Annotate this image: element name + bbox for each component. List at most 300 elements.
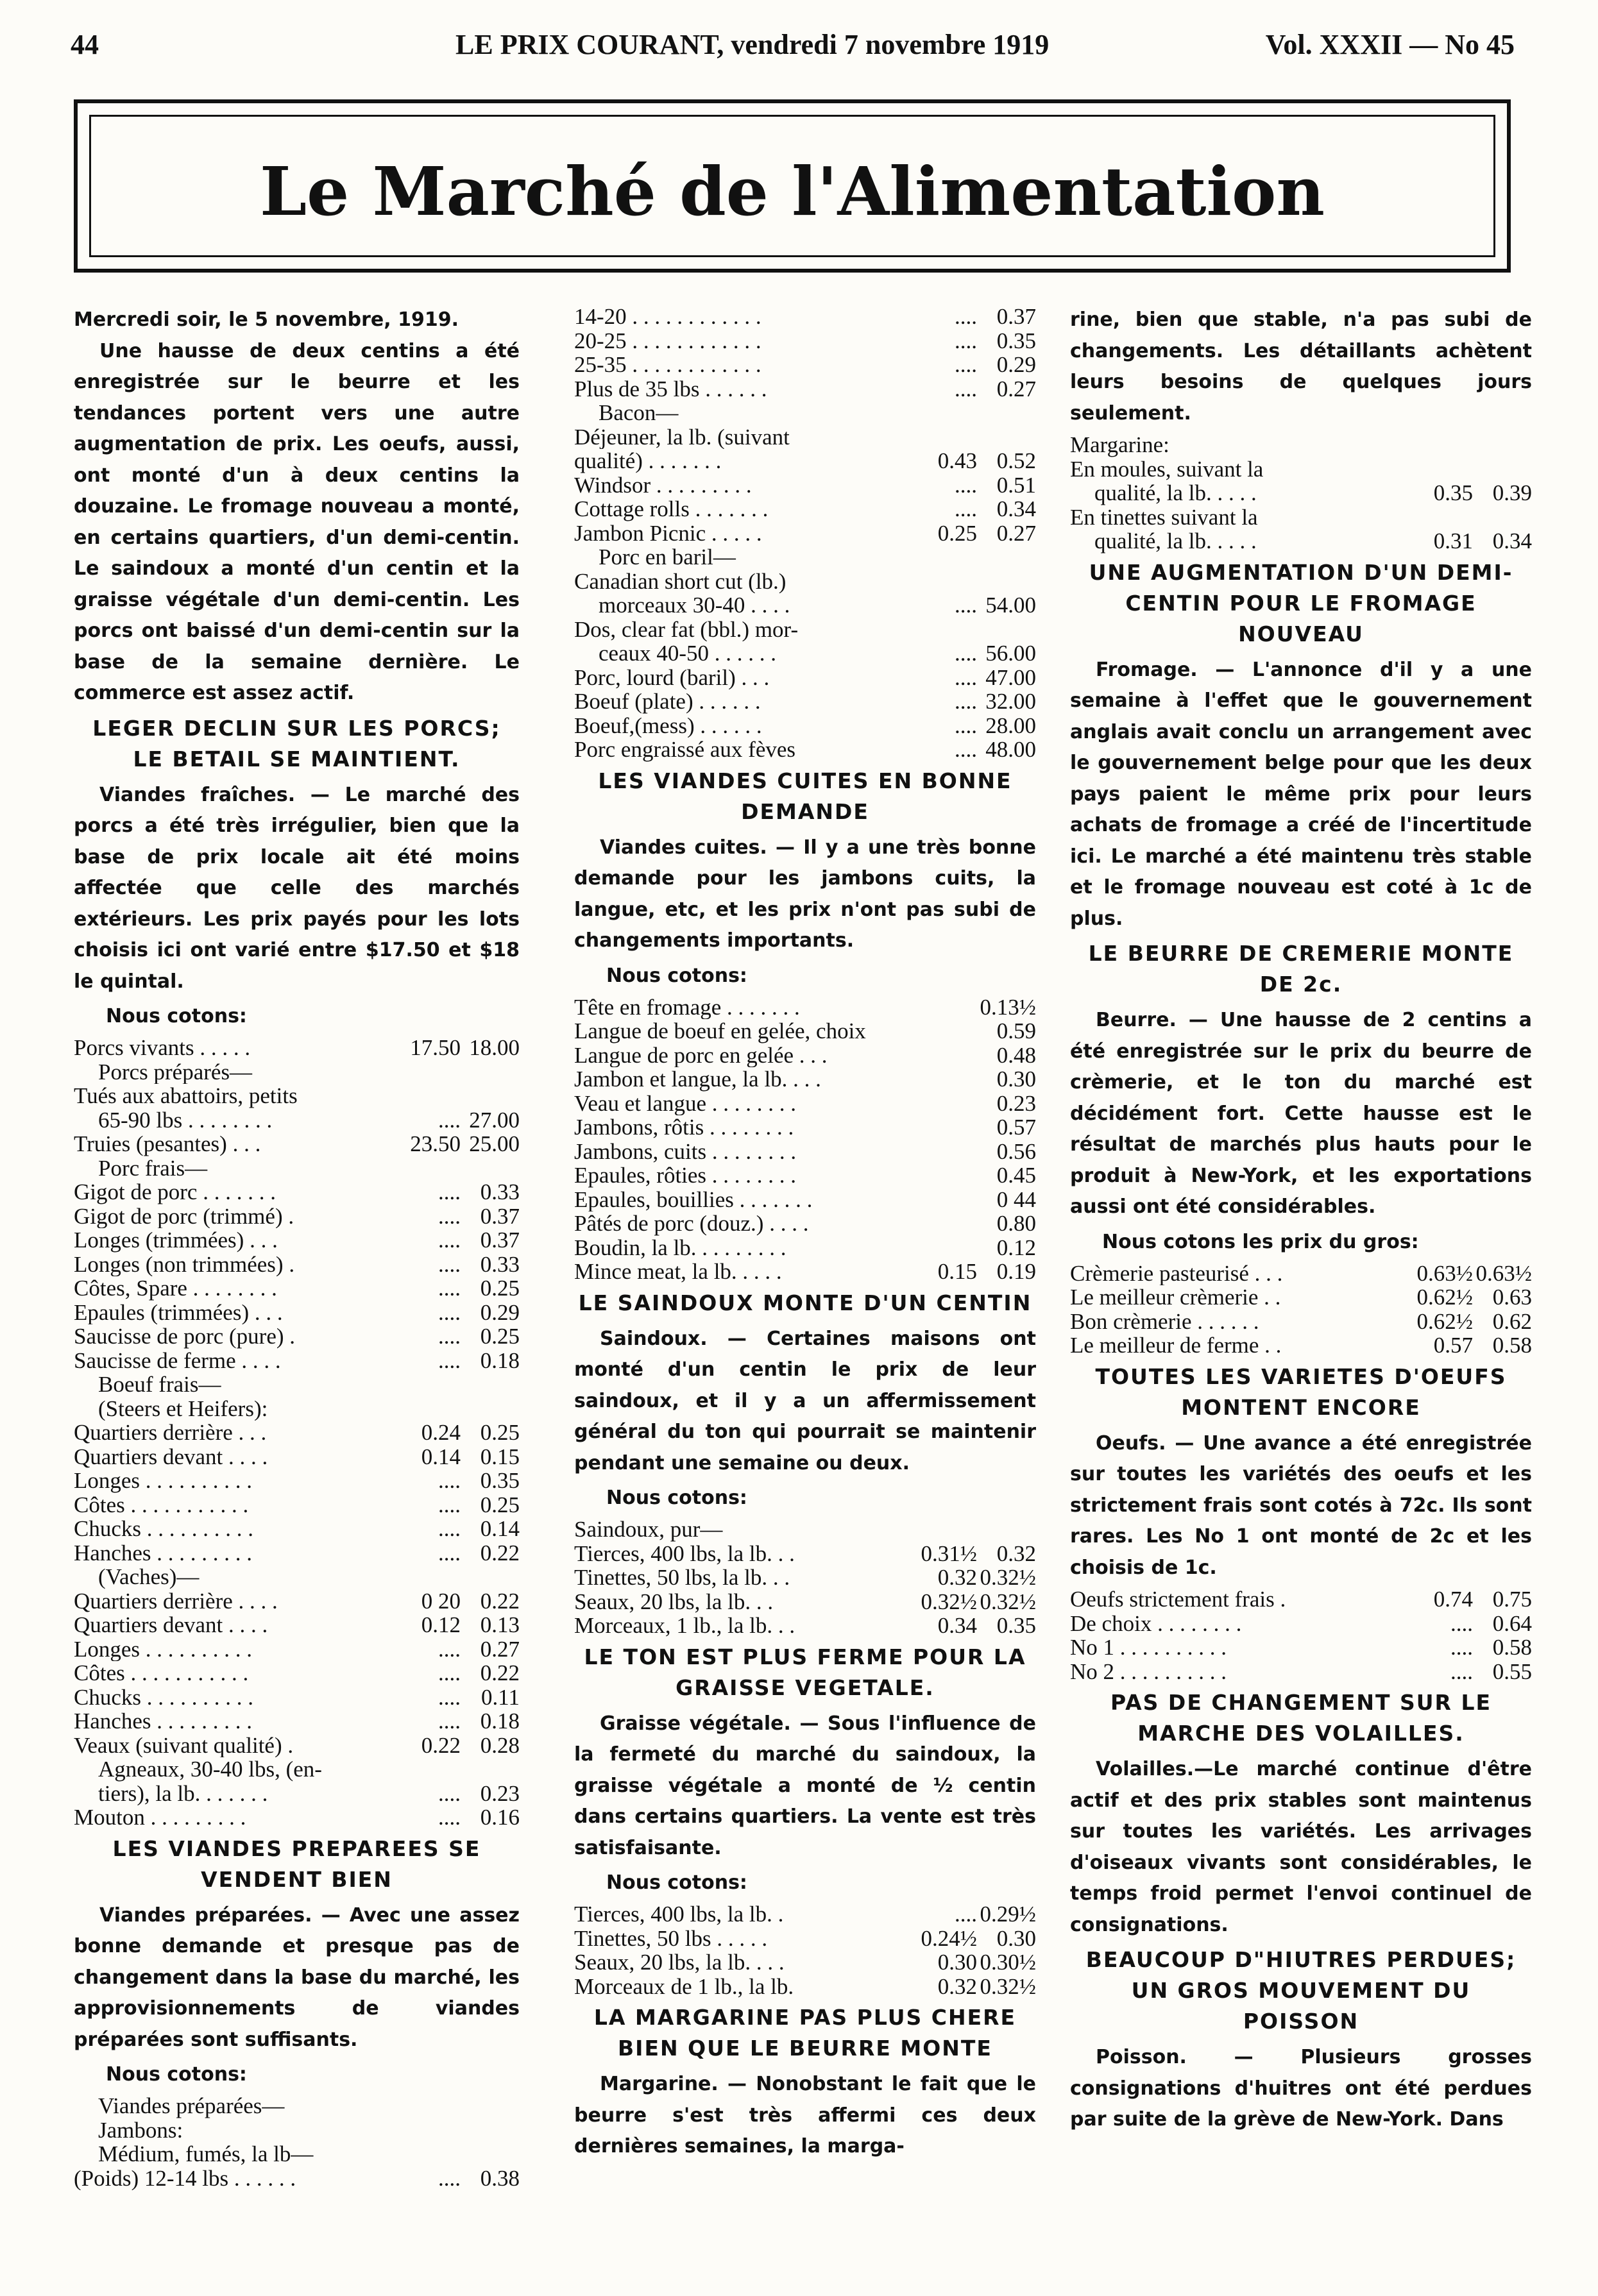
item-name: Bacon— <box>599 401 679 425</box>
price-high: 18.00 <box>469 1035 520 1060</box>
item-name: Saucisse de ferme . . . . <box>74 1348 281 1372</box>
price-low: 0.31½ <box>921 1541 977 1566</box>
price-high <box>1473 433 1532 457</box>
price-low <box>404 1757 461 1782</box>
section-heading: PAS DE CHANGEMENT SUR LE MARCHE DES VOLAILLES. <box>1110 1690 1492 1746</box>
price-high: 0.33 <box>480 1179 520 1204</box>
price-low: .... <box>438 1251 461 1277</box>
section-heading: LEGER DECLIN SUR LES PORCS; LE BETAIL SE MAINTIENT. <box>92 715 501 772</box>
item-name: Cottage rolls . . . . . . . <box>574 497 769 521</box>
item-name: (Vaches)— <box>98 1565 200 1589</box>
price-high: 0.29½ <box>980 1902 1036 1927</box>
price-low: .... <box>438 1660 461 1685</box>
price-low: 0.12 <box>421 1612 461 1637</box>
section-heading: LE TON EST PLUS FERME POUR LA GRAISSE VEGETALE. <box>584 1644 1026 1700</box>
price-high: 47.00 <box>985 664 1036 690</box>
price-row <box>74 2118 520 2143</box>
price-table <box>574 305 1036 762</box>
price-high <box>977 545 1036 570</box>
price-low: 0.15 <box>937 1259 977 1284</box>
price-row <box>574 1236 1036 1260</box>
item-name: Côtes . . . . . . . . . . . <box>74 1661 249 1685</box>
item-name: De choix . . . . . . . . <box>1070 1611 1242 1635</box>
price-row <box>574 593 1036 618</box>
price-row <box>74 2166 520 2191</box>
column-3 <box>1070 305 1532 2136</box>
price-row <box>574 666 1036 690</box>
section-paragraph: Poisson. — Plusieurs grosses consignations d'huitres ont été perdues par suite de la grève de New-York. Dans <box>1070 2046 1532 2131</box>
item-name: Tierces, 400 lbs, la lb. . . <box>574 1541 795 1566</box>
section-heading: LES VIANDES PREPAREES SE VENDENT BIEN <box>112 1836 481 1892</box>
banner-inner-frame <box>89 115 1495 257</box>
price-row <box>574 1092 1036 1116</box>
price-high: 0.23 <box>996 1090 1036 1116</box>
price-row <box>1070 433 1532 457</box>
price-high: 0.37 <box>996 304 1036 329</box>
item-name: qualité, la lb. . . . . <box>1094 529 1257 553</box>
intro-paragraph: Une hausse de deux centins a été enregistrée sur le beurre et les tendances portent vers une autre augmentation de prix. Les oeufs, aussi, ont monté d'un à deux centins la douzaine. Le fromage nouveau a monté, en certains quartiers, d'un demi-centin. Le saindoux a monté d'un centin et la graisse végétale d'un demi-centin. Les porcs ont baissé d'un demi-centin sur la base de la semaine dernière. Le commerce est assez actif. <box>74 339 520 704</box>
column-1 <box>74 305 520 2194</box>
item-name: qualité, la lb. . . . . <box>1094 481 1257 505</box>
item-name: Hanches . . . . . . . . . <box>74 1541 253 1565</box>
price-high: 0.28 <box>480 1732 520 1758</box>
price-high: 0.23 <box>480 1780 520 1806</box>
item-name: Tinettes, 50 lbs, la lb. . . <box>574 1566 790 1590</box>
price-high: 0.16 <box>480 1805 520 1830</box>
price-high: 0.55 <box>1492 1659 1532 1684</box>
price-low <box>921 1236 977 1260</box>
price-row <box>574 1260 1036 1284</box>
item-name: Porc frais— <box>98 1156 208 1180</box>
price-table <box>574 995 1036 1284</box>
price-low <box>921 618 977 642</box>
price-row <box>74 1805 520 1830</box>
price-high: 0.22 <box>480 1540 520 1566</box>
price-high: 0.32 <box>996 1541 1036 1566</box>
price-row <box>74 1349 520 1373</box>
price-table <box>74 2094 520 2190</box>
price-low <box>921 1092 977 1116</box>
price-high: 0.62 <box>1492 1308 1532 1334</box>
section-paragraph: Margarine. — Nonobstant le fait que le beurre s'est très affermi ces deux dernières semaines, la marga- <box>574 2073 1036 2157</box>
price-low: .... <box>438 1492 461 1517</box>
item-name: Jambons, cuits . . . . . . . . <box>574 1139 797 1163</box>
item-name: Quartiers devant . . . . <box>74 1444 268 1469</box>
price-row <box>574 1163 1036 1188</box>
price-row <box>74 1541 520 1566</box>
price-row <box>74 1661 520 1685</box>
item-name: Tête en fromage . . . . . . . <box>574 995 800 1019</box>
quote-label: Nous cotons: <box>606 964 747 987</box>
price-high: 0.18 <box>480 1709 520 1734</box>
item-name: Oeufs strictement frais . <box>1070 1587 1286 1612</box>
price-row <box>74 1228 520 1253</box>
price-row <box>74 1565 520 1589</box>
price-high: 0.35 <box>996 1613 1036 1638</box>
price-row <box>74 1493 520 1517</box>
price-low: .... <box>438 1228 461 1253</box>
price-row <box>74 1757 520 1782</box>
item-name: Windsor . . . . . . . . . <box>574 473 752 497</box>
price-low: 0.34 <box>937 1613 977 1638</box>
item-name: Pâtés de porc (douz.) . . . . <box>574 1211 809 1236</box>
item-name: Epaules, bouillies . . . . . . . <box>574 1187 813 1211</box>
price-high <box>1473 457 1532 482</box>
price-high: 0.63 <box>1492 1285 1532 1310</box>
price-low <box>1416 505 1473 530</box>
quote-label: Nous cotons: <box>606 1871 747 1894</box>
price-high: 32.00 <box>985 689 1036 714</box>
section-paragraph: Beurre. — Une hausse de 2 centins a été enregistrée sur le prix du beurre de crèmerie, et le ton du marché est décidément fort. Cette hausse est le résultat de marchés plus hauts pour le produit à New-York, et les exportations aussi ont été considérables. <box>1070 1009 1532 1218</box>
price-high: 0.35 <box>996 328 1036 353</box>
item-name: Jambons, rôtis . . . . . . . . <box>574 1115 794 1140</box>
item-name: Veaux (suivant qualité) . <box>74 1733 294 1757</box>
item-name: Porcs vivants . . . . . <box>74 1036 251 1060</box>
price-high <box>461 1084 520 1108</box>
price-low: 0.24 <box>421 1420 461 1445</box>
section-heading: BEAUCOUP D"HIUTRES PERDUES; UN GROS MOUVEMENT DU POISSON <box>1085 1947 1517 2034</box>
price-low: 0.63½ <box>1416 1260 1473 1286</box>
item-name: Mince meat, la lb. . . . . <box>574 1260 782 1284</box>
price-low: 0 20 <box>421 1588 461 1614</box>
item-name: Quartiers derrière . . . <box>74 1421 267 1445</box>
price-low <box>404 1084 461 1108</box>
price-low <box>921 425 977 450</box>
price-high: 0.14 <box>480 1516 520 1541</box>
quote-label: Nous cotons: <box>106 1005 247 1027</box>
price-high <box>461 2118 520 2143</box>
price-low <box>1416 433 1473 457</box>
price-low: .... <box>955 1902 977 1927</box>
item-name: Porc, lourd (baril) . . . <box>574 665 770 689</box>
price-row <box>74 1324 520 1349</box>
price-high <box>461 1156 520 1181</box>
section-heading: LE BEURRE DE CREMERIE MONTE DE 2c. <box>1088 941 1514 997</box>
price-high: 0.30 <box>996 1925 1036 1951</box>
price-row <box>74 1132 520 1156</box>
price-high: 0.59 <box>996 1018 1036 1043</box>
price-high: 0.75 <box>1492 1587 1532 1612</box>
price-low <box>921 995 977 1020</box>
price-low <box>921 570 977 594</box>
price-high: 0.38 <box>480 2165 520 2191</box>
price-high: 0.27 <box>996 520 1036 546</box>
price-low: 0.62½ <box>1416 1308 1473 1334</box>
price-high: 0.30½ <box>980 1950 1036 1975</box>
price-low: 17.50 <box>410 1035 461 1060</box>
price-low <box>404 1397 461 1421</box>
price-table <box>74 1036 520 1830</box>
price-low: .... <box>438 1805 461 1830</box>
price-high: 0.63½ <box>1475 1260 1532 1286</box>
price-row <box>574 1019 1036 1043</box>
price-row <box>1070 529 1532 553</box>
item-name: No 2 . . . . . . . . . . <box>1070 1659 1227 1684</box>
item-name: Chucks . . . . . . . . . . <box>74 1685 253 1709</box>
item-name: Le meilleur crèmerie . . <box>1070 1285 1281 1310</box>
item-name: En moules, suivant la <box>1070 457 1264 481</box>
item-name: qualité) . . . . . . . <box>574 449 722 473</box>
price-row <box>574 618 1036 642</box>
section-paragraph: Volailles.—Le marché continue d'être actif et des prix stables sont maintenus sur toutes les variétés. Les arrivages d'oiseaux vivants sont considérables, le temps froid permet l'envoi continuel de consignations. <box>1070 1758 1532 1936</box>
item-name: 65-90 lbs . . . . . . . . <box>98 1108 273 1132</box>
item-name: Seaux, 20 lbs, la lb. . . <box>574 1589 774 1614</box>
price-row <box>574 689 1036 714</box>
running-header <box>71 23 1515 68</box>
price-high: 0.29 <box>996 352 1036 377</box>
price-high: 0 44 <box>996 1186 1036 1212</box>
price-high: 0.13 <box>480 1612 520 1637</box>
price-low: 0.62½ <box>1416 1285 1473 1310</box>
item-name: Mouton . . . . . . . . . <box>74 1805 246 1830</box>
price-high: 0.56 <box>996 1138 1036 1164</box>
section-title: Le Marché de l'Alimentation <box>259 152 1325 231</box>
price-row <box>1070 1660 1532 1684</box>
price-row <box>1070 1587 1532 1612</box>
price-row <box>74 1709 520 1734</box>
price-row <box>74 1734 520 1758</box>
price-row <box>1070 481 1532 505</box>
price-low: .... <box>438 2165 461 2191</box>
price-low: .... <box>955 737 977 762</box>
price-row <box>1070 1333 1532 1358</box>
price-row <box>74 1782 520 1806</box>
price-high: 0.48 <box>996 1042 1036 1068</box>
item-name: Seaux, 20 lbs, la lb. . . . <box>574 1950 785 1975</box>
price-high: 0.58 <box>1492 1333 1532 1358</box>
item-name: Porc en baril— <box>599 545 736 570</box>
price-high <box>977 401 1036 425</box>
price-low: .... <box>955 593 977 618</box>
price-high: 0.33 <box>480 1251 520 1277</box>
price-low: .... <box>955 472 977 498</box>
price-row <box>574 305 1036 329</box>
price-low: .... <box>438 1684 461 1710</box>
price-high <box>977 425 1036 450</box>
item-name: ceaux 40-50 . . . . . . <box>599 641 777 666</box>
price-high <box>461 1372 520 1397</box>
price-high: 27.00 <box>469 1107 520 1133</box>
item-name: Côtes, Spare . . . . . . . . <box>74 1276 277 1301</box>
price-high <box>461 1060 520 1085</box>
price-high: 0.22 <box>480 1660 520 1685</box>
price-row <box>574 1902 1036 1927</box>
price-low <box>404 2094 461 2118</box>
section-paragraph: Viandes préparées. — Avec une assez bonne demande et presque pas de changement dans la base du marché, les approvisionnements de viandes préparées sont suffisants. <box>74 1903 520 2051</box>
price-low: .... <box>438 1299 461 1325</box>
price-row <box>74 1060 520 1085</box>
price-low <box>404 1565 461 1589</box>
column-2 <box>574 305 1036 2163</box>
price-row <box>574 1542 1036 1566</box>
item-name: Epaules, rôties . . . . . . . . <box>574 1163 797 1188</box>
price-row <box>74 1084 520 1108</box>
price-high: 0.27 <box>996 376 1036 401</box>
price-high: 0.32½ <box>980 1589 1036 1614</box>
price-low: .... <box>1450 1610 1473 1636</box>
section-paragraph: Oeufs. — Une avance a été enregistrée sur toutes les variétés des oeufs et les strictement frais sont cotés à 72c. Ils sont rares. Les No 1 ont monté de 2c et les choisis de 1c. <box>1070 1431 1532 1579</box>
item-name: morceaux 30-40 . . . . <box>599 593 790 618</box>
price-low: 0.35 <box>1433 480 1473 505</box>
price-row <box>74 1589 520 1614</box>
price-row <box>574 377 1036 401</box>
item-name: En tinettes suivant la <box>1070 505 1258 529</box>
price-row <box>574 738 1036 762</box>
section-paragraph: Viandes cuites. — Il y a une très bonne demande pour les jambons cuits, la langue, etc, et les prix n'ont pas subi de changements importants. <box>574 836 1036 952</box>
price-high: 0.13½ <box>980 994 1036 1020</box>
price-high <box>977 570 1036 594</box>
section-paragraph: Graisse végétale. — Sous l'influence de la fermeté du marché du saindoux, la graisse végétale a monté de ½ centin dans certains quartiers. La vente est très satisfaisante. <box>574 1712 1036 1859</box>
price-low <box>404 2118 461 2143</box>
price-row <box>1070 1310 1532 1334</box>
price-low <box>921 1140 977 1164</box>
item-name: Porcs préparés— <box>98 1059 253 1084</box>
price-low <box>921 1211 977 1236</box>
item-name: Langue de boeuf en gelée, choix <box>574 1019 866 1043</box>
item-name: Le meilleur de ferme . . <box>1070 1333 1282 1358</box>
price-high <box>977 618 1036 642</box>
price-high: 0.11 <box>481 1684 520 1710</box>
price-row <box>574 353 1036 377</box>
price-high: 0.37 <box>480 1203 520 1229</box>
price-low: .... <box>1450 1635 1473 1660</box>
price-low: .... <box>438 1203 461 1229</box>
price-low: .... <box>438 1347 461 1373</box>
price-row <box>74 1685 520 1710</box>
price-high: 0.39 <box>1492 480 1532 505</box>
price-row <box>574 449 1036 473</box>
quote-label: Nous cotons: <box>606 1487 747 1509</box>
price-high: 0.15 <box>480 1444 520 1469</box>
price-high: 0.32½ <box>980 1565 1036 1590</box>
price-high <box>461 1397 520 1421</box>
price-row <box>574 473 1036 498</box>
price-high: 48.00 <box>985 737 1036 762</box>
section-paragraph: Viandes fraîches. — Le marché des porcs a été très irrégulier, bien que la base de prix locale ait été moins affectée que celle des marchés extérieurs. Les prix payés pour les lots choisis ici ont varié entre $17.50 et $18 le quintal. <box>74 783 520 993</box>
price-high: 0.30 <box>996 1067 1036 1092</box>
price-row <box>74 1421 520 1445</box>
price-low <box>1416 457 1473 482</box>
price-low: 0.22 <box>421 1732 461 1758</box>
price-high <box>461 2094 520 2118</box>
price-high: 56.00 <box>985 641 1036 666</box>
item-name: (Poids) 12-14 lbs . . . . . . <box>74 2166 296 2190</box>
item-name: Longes (non trimmées) . <box>74 1252 295 1276</box>
price-high <box>461 1757 520 1782</box>
price-low <box>921 1517 977 1542</box>
price-row <box>74 1613 520 1637</box>
price-row <box>574 329 1036 353</box>
price-low: .... <box>438 1468 461 1493</box>
price-row <box>574 497 1036 521</box>
section-heading: UNE AUGMENTATION D'UN DEMI-CENTIN POUR LE FROMAGE NOUVEAU <box>1089 559 1513 646</box>
price-low: 0.24½ <box>921 1925 977 1951</box>
price-low: .... <box>438 1107 461 1133</box>
item-name: Tués aux abattoirs, petits <box>74 1084 298 1108</box>
price-high: 28.00 <box>985 713 1036 738</box>
item-name: Morceaux, 1 lb., la lb. . . <box>574 1614 795 1638</box>
price-row <box>74 1156 520 1181</box>
price-low: .... <box>955 641 977 666</box>
item-name: Tinettes, 50 lbs . . . . . <box>574 1926 768 1950</box>
price-row <box>574 1140 1036 1164</box>
price-row <box>574 1067 1036 1092</box>
item-name: Langue de porc en gelée . . . <box>574 1043 828 1067</box>
price-row <box>74 1301 520 1325</box>
price-high <box>461 2142 520 2166</box>
item-name: Boeuf frais— <box>98 1372 221 1397</box>
price-low: .... <box>955 664 977 690</box>
price-row <box>74 1517 520 1541</box>
volume-number: Vol. XXXII — No 45 <box>1265 29 1515 60</box>
price-low <box>921 1188 977 1212</box>
price-low <box>921 1019 977 1043</box>
price-low <box>921 1067 977 1092</box>
section-heading: LE SAINDOUX MONTE D'UN CENTIN <box>578 1290 1032 1315</box>
price-high: 54.00 <box>985 593 1036 618</box>
price-high: 0.19 <box>996 1259 1036 1284</box>
price-high: 0.22 <box>480 1588 520 1614</box>
price-row <box>574 1614 1036 1638</box>
price-row <box>574 995 1036 1020</box>
section-heading: LA MARGARINE PAS PLUS CHERE BIEN QUE LE BEURRE MONTE <box>593 2005 1017 2061</box>
price-low: 0.25 <box>937 520 977 546</box>
item-name: Canadian short cut (lb.) <box>574 569 786 593</box>
price-low <box>921 545 977 570</box>
price-low: 0.14 <box>421 1444 461 1469</box>
price-low: .... <box>955 689 977 714</box>
price-row <box>1070 505 1532 530</box>
price-row <box>574 1950 1036 1975</box>
price-row <box>574 714 1036 738</box>
item-name: 14-20 . . . . . . . . . . . . <box>574 305 761 329</box>
price-table <box>574 1517 1036 1638</box>
price-row <box>574 1590 1036 1614</box>
price-row <box>574 425 1036 450</box>
price-low: .... <box>438 1516 461 1541</box>
journal-title: LE PRIX COURANT, vendredi 7 novembre 1919 <box>455 29 1050 60</box>
price-row <box>1070 1285 1532 1310</box>
price-high: 0.27 <box>480 1636 520 1662</box>
item-name: Côtes . . . . . . . . . . . <box>74 1492 249 1517</box>
item-name: Bon crèmerie . . . . . . <box>1070 1309 1259 1333</box>
item-name: Jambon et langue, la lb. . . . <box>574 1067 821 1092</box>
price-low: .... <box>955 352 977 377</box>
item-name: Longes (trimmées) . . . <box>74 1228 278 1253</box>
price-row <box>74 1036 520 1060</box>
price-row <box>74 1180 520 1204</box>
price-row <box>1070 1612 1532 1636</box>
item-name: tiers), la lb. . . . . . . <box>98 1781 268 1805</box>
item-name: Truies (pesantes) . . . <box>74 1132 261 1156</box>
price-row <box>1070 1635 1532 1660</box>
price-high: 0.25 <box>480 1420 520 1445</box>
quote-label: Nous cotons: <box>106 2063 247 2086</box>
price-row <box>574 1211 1036 1236</box>
item-name: (Steers et Heifers): <box>98 1396 268 1421</box>
price-low: .... <box>955 304 977 329</box>
item-name: Quartiers derrière . . . . <box>74 1589 278 1613</box>
item-name: 25-35 . . . . . . . . . . . . <box>574 353 761 377</box>
item-name: Boeuf,(mess) . . . . . . <box>574 713 762 738</box>
item-name: Porc engraissé aux fèves <box>574 738 796 762</box>
price-low <box>921 1163 977 1188</box>
item-name: Gigot de porc . . . . . . . <box>74 1180 276 1204</box>
price-low <box>921 1043 977 1068</box>
price-high: 0.25 <box>480 1492 520 1517</box>
price-high: 0.29 <box>480 1299 520 1325</box>
price-row <box>574 545 1036 570</box>
